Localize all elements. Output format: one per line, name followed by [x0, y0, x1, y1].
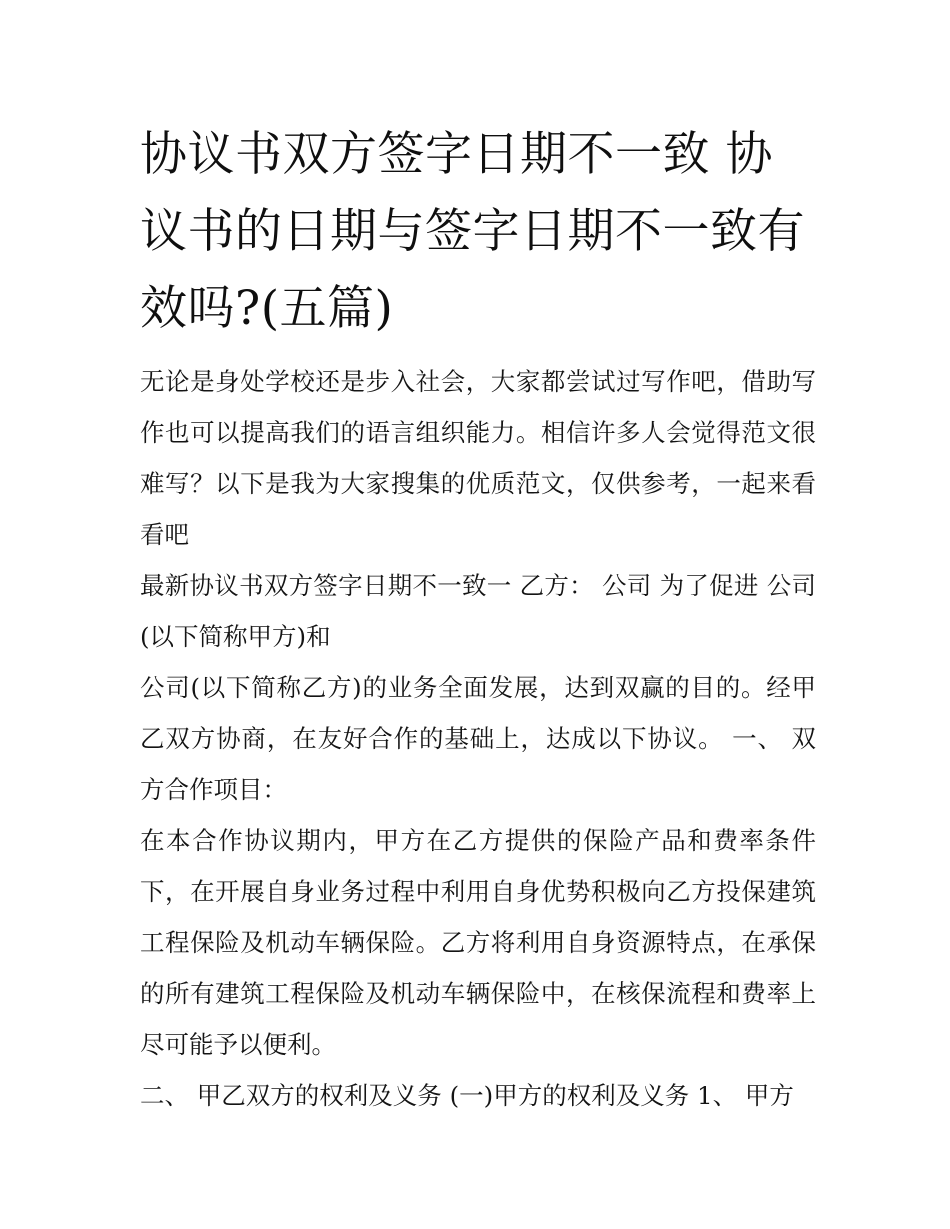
- intro-paragraph: 无论是身处学校还是步入社会，大家都尝试过写作吧，借助写作也可以提高我们的语言组织能力。相信许多人会觉得范文很难写？以下是我为大家搜集的优质范文，仅供参考，一起来看看吧: [140, 367, 816, 549]
- document-title: 协议书双方签字日期不一致 协议书的日期与签字日期不一致有效吗?(五篇): [140, 127, 805, 336]
- cooperation-project-paragraph: 在本合作协议期内，甲方在乙方提供的保险产品和费率条件下，在开展自身业务过程中利用自身优势积极向乙方投保建筑工程保险及机动车辆保险。乙方将利用自身资源特点，在承保的所有建筑工程保险及机动车辆保险中，在核保流程和费率上尽可能予以便利。: [140, 826, 816, 1059]
- agreement-purpose-paragraph: 公司(以下简称乙方)的业务全面发展，达到双赢的目的。经甲乙双方协商，在友好合作的基础上，达成以下协议。 一、 双方合作项目：: [140, 673, 816, 804]
- agreement-heading-paragraph: 最新协议书双方签字日期不一致一 乙方： 公司 为了促进 公司(以下简称甲方)和: [140, 571, 816, 651]
- document-body: [140, 356, 816, 1121]
- rights-obligations-paragraph: 二、 甲乙双方的权利及义务 (一)甲方的权利及义务 1、 甲方: [140, 1081, 794, 1110]
